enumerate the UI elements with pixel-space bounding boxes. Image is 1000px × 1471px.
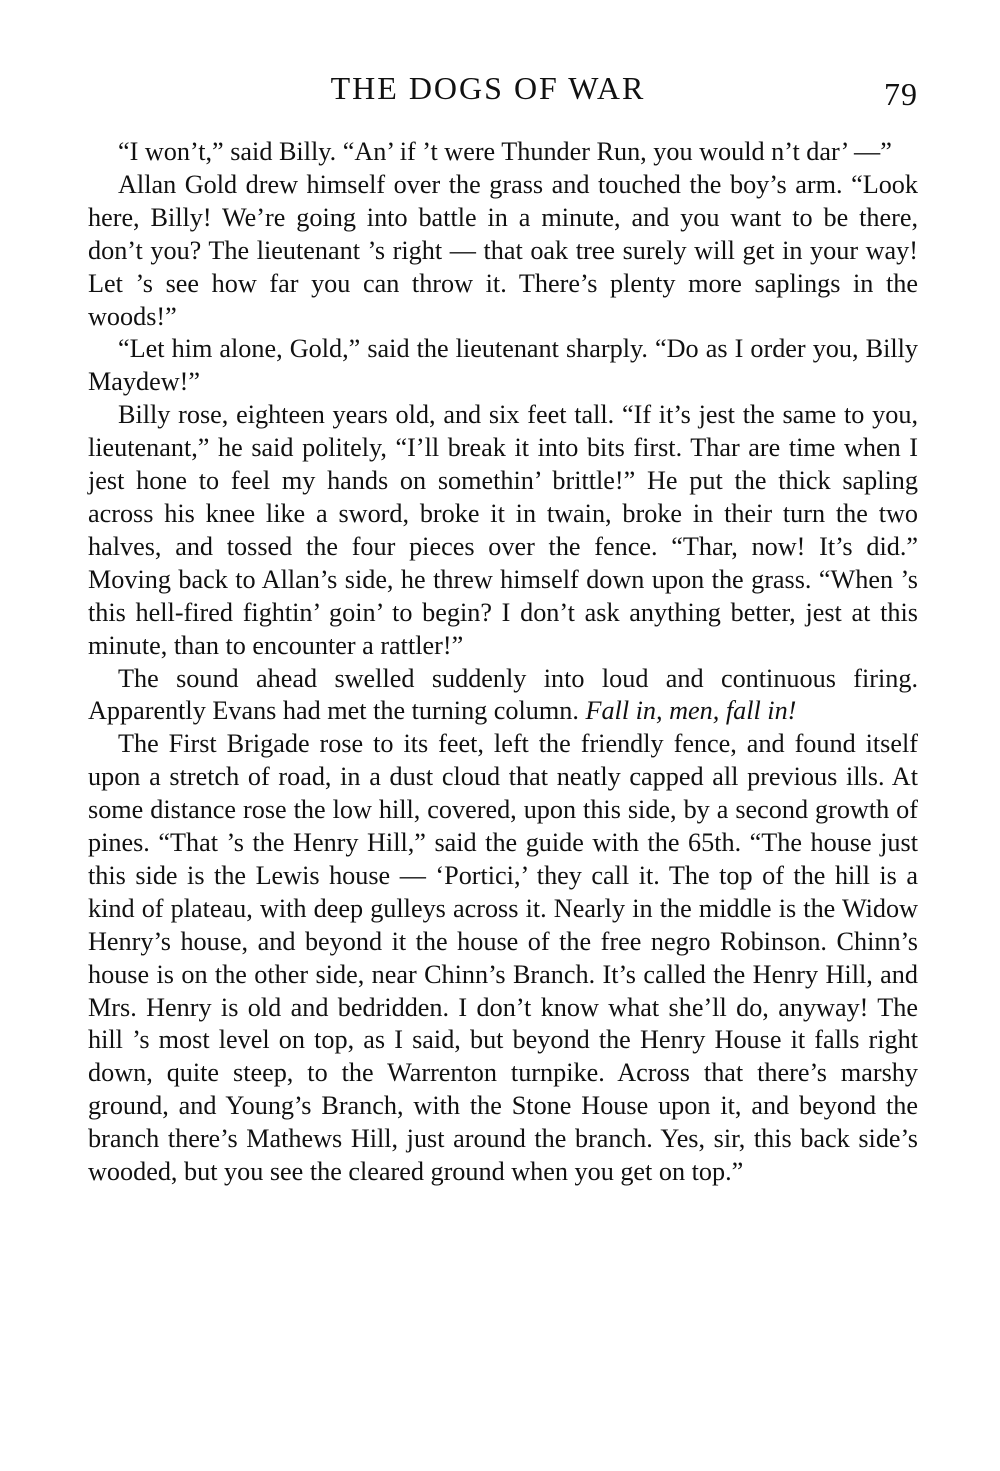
page-number: 79 — [884, 76, 918, 112]
paragraph-6: The First Brigade rose to its feet, left the friendly fence, and found itself upon a stretch of road, in a dust cloud that neatly capped all previous ills. At some distance rose the low hill, covered, upon this side, by a second growth of pines. “That ’s the Henry Hill,” said the guide with the 65th. “The house just this side is the Lewis house — ‘Portici,’ they call it. The top of the hill is a kind of plateau, with deep gulleys across it. Nearly in the middle is the Widow Henry’s house, and beyond it the house of the free negro Robinson. Chinn’s house is on the other side, near Chinn’s Branch. It’s called the Henry Hill, and Mrs. Henry is old and bedridden. I don’t know what she’ll do, anyway! The hill ’s most level on top, as I said, but beyond the Henry House it falls right down, quite steep, to the Warrenton turnpike. Across that there’s marshy ground, and Young’s Branch, with the Stone House upon it, and beyond the branch there’s Mathews Hill, just around the branch. Yes, sir, this back side’s wooded, but you see the cleared ground when you get on top.” — [88, 729, 918, 1187]
running-title: THE DOGS OF WAR — [330, 70, 646, 106]
paragraph-4: Billy rose, eighteen years old, and six feet tall. “If it’s jest the same to you, lieutenant,” he said politely, “I’ll break it into bits first. Thar are time when I jest hone to feel my hands on somethin’ brittle!” He put the thick sapling across his knee like a sword, broke it in twain, broke in their turn the two halves, and tossed the four pieces over the fence. “Thar, now! It’s did.” Moving back to Allan’s side, he threw himself down upon the grass. “When ’s this hell-fired fightin’ goin’ to begin? I don’t ask anything better, jest at this minute, than to encounter a rattler!” — [88, 400, 918, 660]
paragraph-5-italic: Fall in, men, fall in! — [585, 696, 797, 726]
paragraph-1: “I won’t,” said Billy. “An’ if ’t were Thunder Run, you would n’t dar’ —” — [118, 137, 892, 166]
paragraph-5-text: The sound ahead swelled suddenly into loud and continuous firing. Apparently Evans had met the turning column. — [88, 663, 918, 726]
page-header — [88, 70, 918, 112]
paragraph-5 — [88, 663, 918, 729]
body-text — [88, 136, 918, 1189]
paragraph-2: Allan Gold drew himself over the grass and touched the boy’s arm. “Look here, Billy! We’re going into battle in a minute, and you want to be there, don’t you? The lieutenant ’s right — that oak tree surely will get in your way! Let ’s see how far you can throw it. There’s plenty more saplings in the woods!” — [88, 169, 918, 331]
paragraph-3: “Let him alone, Gold,” said the lieutenant sharply. “Do as I order you, Billy Maydew!” — [88, 334, 918, 397]
